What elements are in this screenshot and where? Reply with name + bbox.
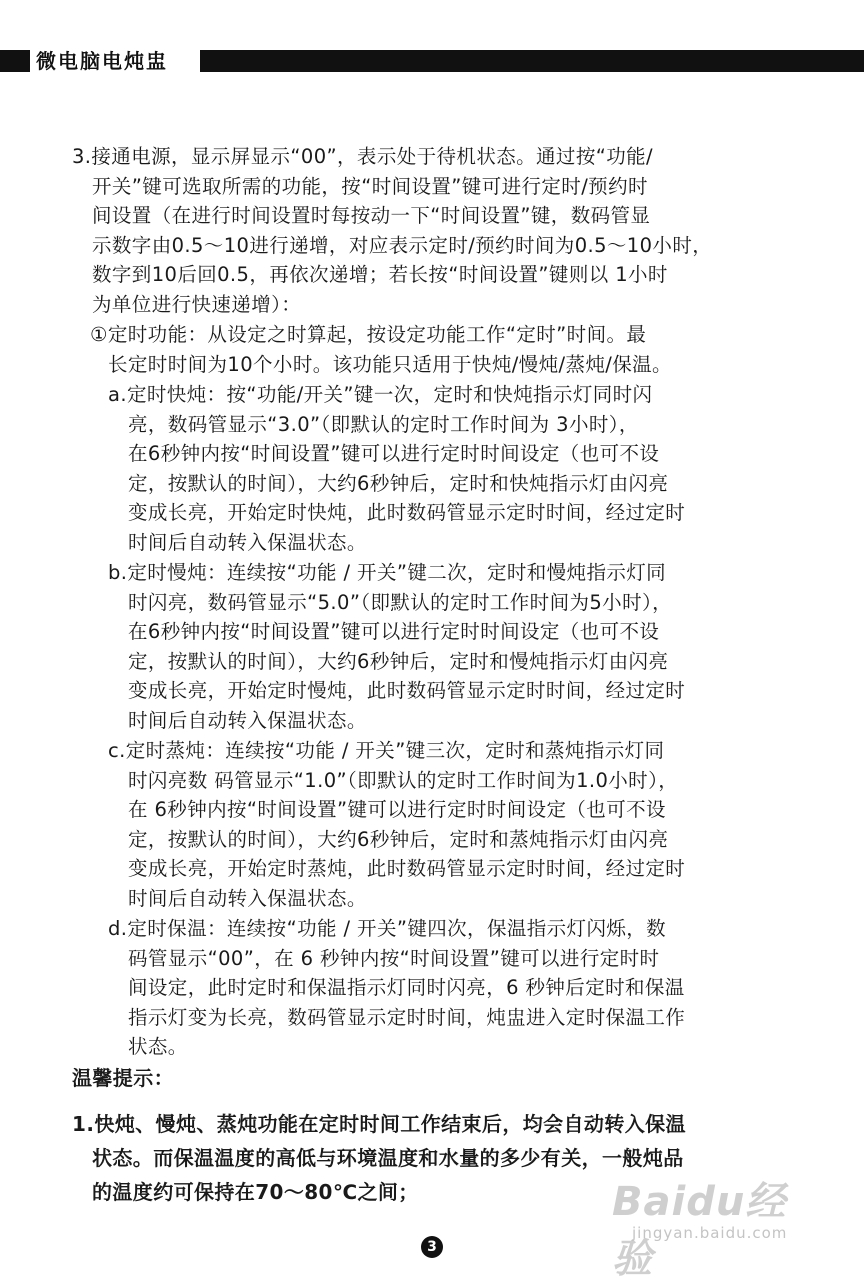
- text-line: 定，按默认的时间），大约6秒钟后，定时和快炖指示灯由闪亮: [128, 471, 669, 495]
- text-line: 码管显示“00”，在 6 秒钟内按“时间设置”键可以进行定时时: [128, 946, 660, 970]
- text-line: 变成长亮，开始定时快炖，此时数码管显示定时时间，经过定时: [128, 501, 686, 525]
- text-line: 时间后自动转入保温状态。: [128, 886, 367, 910]
- text-line: 亮，数码管显示“3.0”（即默认的定时工作时间为 3小时），: [128, 412, 639, 436]
- page-number: 3: [421, 1236, 443, 1258]
- header-bar-right: [200, 50, 864, 72]
- timer-function-paragraph: [90, 320, 672, 379]
- item-b-paragraph: [108, 558, 685, 736]
- text-line: 的温度约可保持在70～80℃之间；: [92, 1180, 419, 1204]
- text-line: d.定时保温：连续按“功能 / 开关”键四次，保温指示灯闪烁，数: [108, 917, 667, 940]
- text-line: c.定时蒸炖：连续按“功能 / 开关”键三次，定时和蒸炖指示灯同: [108, 739, 665, 762]
- text-line: 状态。而保温温度的高低与环境温度和水量的多少有关，一般炖品: [92, 1146, 684, 1170]
- item-c-paragraph: [108, 736, 685, 914]
- text-line: 示数字由0.5～10进行递增，对应表示定时/预约时间为0.5～10小时，: [92, 233, 713, 257]
- text-line: 间设置（在进行时间设置时每按动一下“时间设置”键，数码管显: [92, 204, 651, 228]
- text-line: ①定时功能：从设定之时算起，按设定功能工作“定时”时间。最: [90, 323, 647, 346]
- watermark: [612, 1170, 812, 1282]
- text-line: 1.快炖、慢炖、蒸炖功能在定时时间工作结束后，均会自动转入保温: [72, 1112, 686, 1136]
- text-line: 长定时时间为10个小时。该功能只适用于快炖/慢炖/蒸炖/保温。: [108, 352, 672, 376]
- text-line: 定，按默认的时间），大约6秒钟后，定时和慢炖指示灯由闪亮: [128, 649, 669, 673]
- text-line: 时闪亮，数码管显示“5.0”（即默认的定时工作时间为5小时），: [128, 590, 673, 614]
- text-line: 定，按默认的时间），大约6秒钟后，定时和蒸炖指示灯由闪亮: [128, 827, 669, 851]
- watermark-url: jingyan.baidu.com: [632, 1224, 788, 1242]
- item-a-paragraph: [108, 380, 685, 558]
- tips-paragraph: [72, 1110, 686, 1212]
- baidu-logo: Baidu经验: [612, 1179, 787, 1282]
- text-line: a.定时快炖：按“功能/开关”键一次，定时和快炖指示灯同时闪: [108, 383, 653, 406]
- text-line: 时间后自动转入保温状态。: [128, 530, 367, 554]
- text-line: 间设定，此时定时和保温指示灯同时闪亮，6 秒钟后定时和保温: [128, 976, 685, 1000]
- text-line: 开关”键可选取所需的功能，按“时间设置”键可进行定时/预约时: [92, 174, 648, 198]
- text-line: 在6秒钟内按“时间设置”键可以进行定时时间设定（也可不设: [128, 620, 660, 644]
- text-line: 3.接通电源，显示屏显示“00”，表示处于待机状态。通过按“功能/: [72, 145, 653, 168]
- text-line: 状态。: [128, 1035, 188, 1059]
- text-line: 时间后自动转入保温状态。: [128, 708, 367, 732]
- text-line: 为单位进行快速递增）：: [92, 292, 302, 316]
- page-header: [0, 46, 864, 76]
- section-3-paragraph: [72, 142, 712, 320]
- text-line: 时闪亮数 码管显示“1.0”（即默认的定时工作时间为1.0小时），: [128, 768, 679, 792]
- text-line: 指示灯变为长亮，数码管显示定时时间，炖盅进入定时保温工作: [128, 1005, 686, 1029]
- header-bar-left: [0, 50, 30, 72]
- text-line: 数字到10后回0.5，再依次递增；若长按“时间设置”键则以 1小时: [92, 263, 668, 287]
- header-title: 微电脑电炖盅: [36, 49, 168, 73]
- text-line: 在 6秒钟内按“时间设置”键可以进行定时时间设定（也可不设: [128, 798, 666, 822]
- text-line: b.定时慢炖：连续按“功能 / 开关”键二次，定时和慢炖指示灯同: [108, 561, 667, 584]
- tips-heading: 温馨提示：: [72, 1066, 174, 1090]
- text-line: 变成长亮，开始定时蒸炖，此时数码管显示定时时间，经过定时: [128, 857, 686, 881]
- text-line: 变成长亮，开始定时慢炖，此时数码管显示定时时间，经过定时: [128, 679, 686, 703]
- item-d-paragraph: [108, 914, 685, 1062]
- text-line: 在6秒钟内按“时间设置”键可以进行定时时间设定（也可不设: [128, 442, 660, 466]
